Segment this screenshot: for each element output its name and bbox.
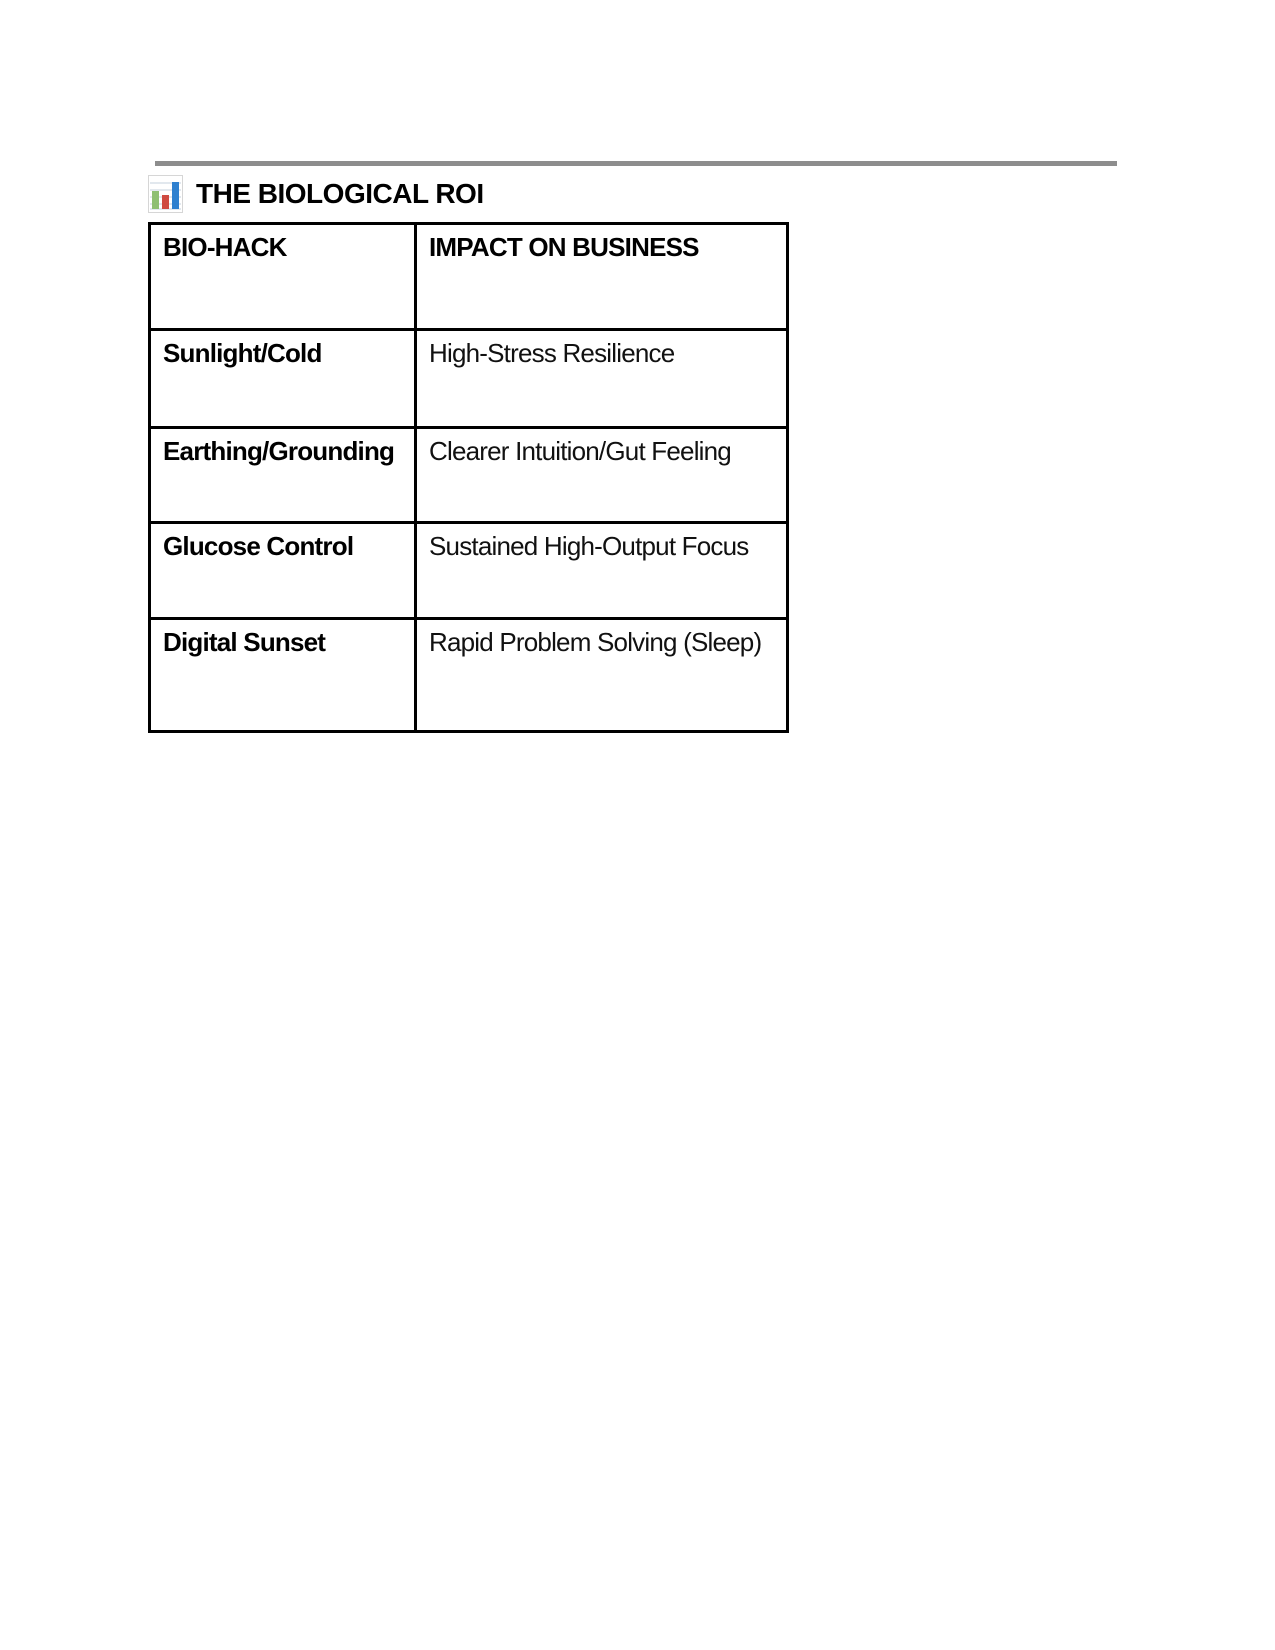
table-row — [150, 330, 788, 428]
bar-chart-icon — [148, 175, 183, 213]
table-row — [150, 619, 788, 732]
bio-hack-cell: Digital Sunset — [150, 619, 416, 732]
horizontal-divider — [155, 161, 1117, 166]
page-title: THE BIOLOGICAL ROI — [196, 178, 484, 209]
impact-cell: Rapid Problem Solving (Sleep) — [416, 619, 788, 732]
column-header-bio-hack: BIO-HACK — [150, 224, 416, 330]
bio-hack-cell: Sunlight/Cold — [150, 330, 416, 428]
impact-cell: Sustained High-Output Focus — [416, 523, 788, 619]
bio-hack-cell: Earthing/Grounding — [150, 428, 416, 523]
table-row — [150, 428, 788, 523]
table-row — [150, 523, 788, 619]
impact-cell: High-Stress Resilience — [416, 330, 788, 428]
bio-hack-cell: Glucose Control — [150, 523, 416, 619]
impact-cell: Clearer Intuition/Gut Feeling — [416, 428, 788, 523]
bio-hack-roi-table — [148, 222, 789, 733]
table-header-row — [150, 224, 788, 330]
column-header-impact: IMPACT ON BUSINESS — [416, 224, 788, 330]
section-title-row — [148, 175, 484, 213]
